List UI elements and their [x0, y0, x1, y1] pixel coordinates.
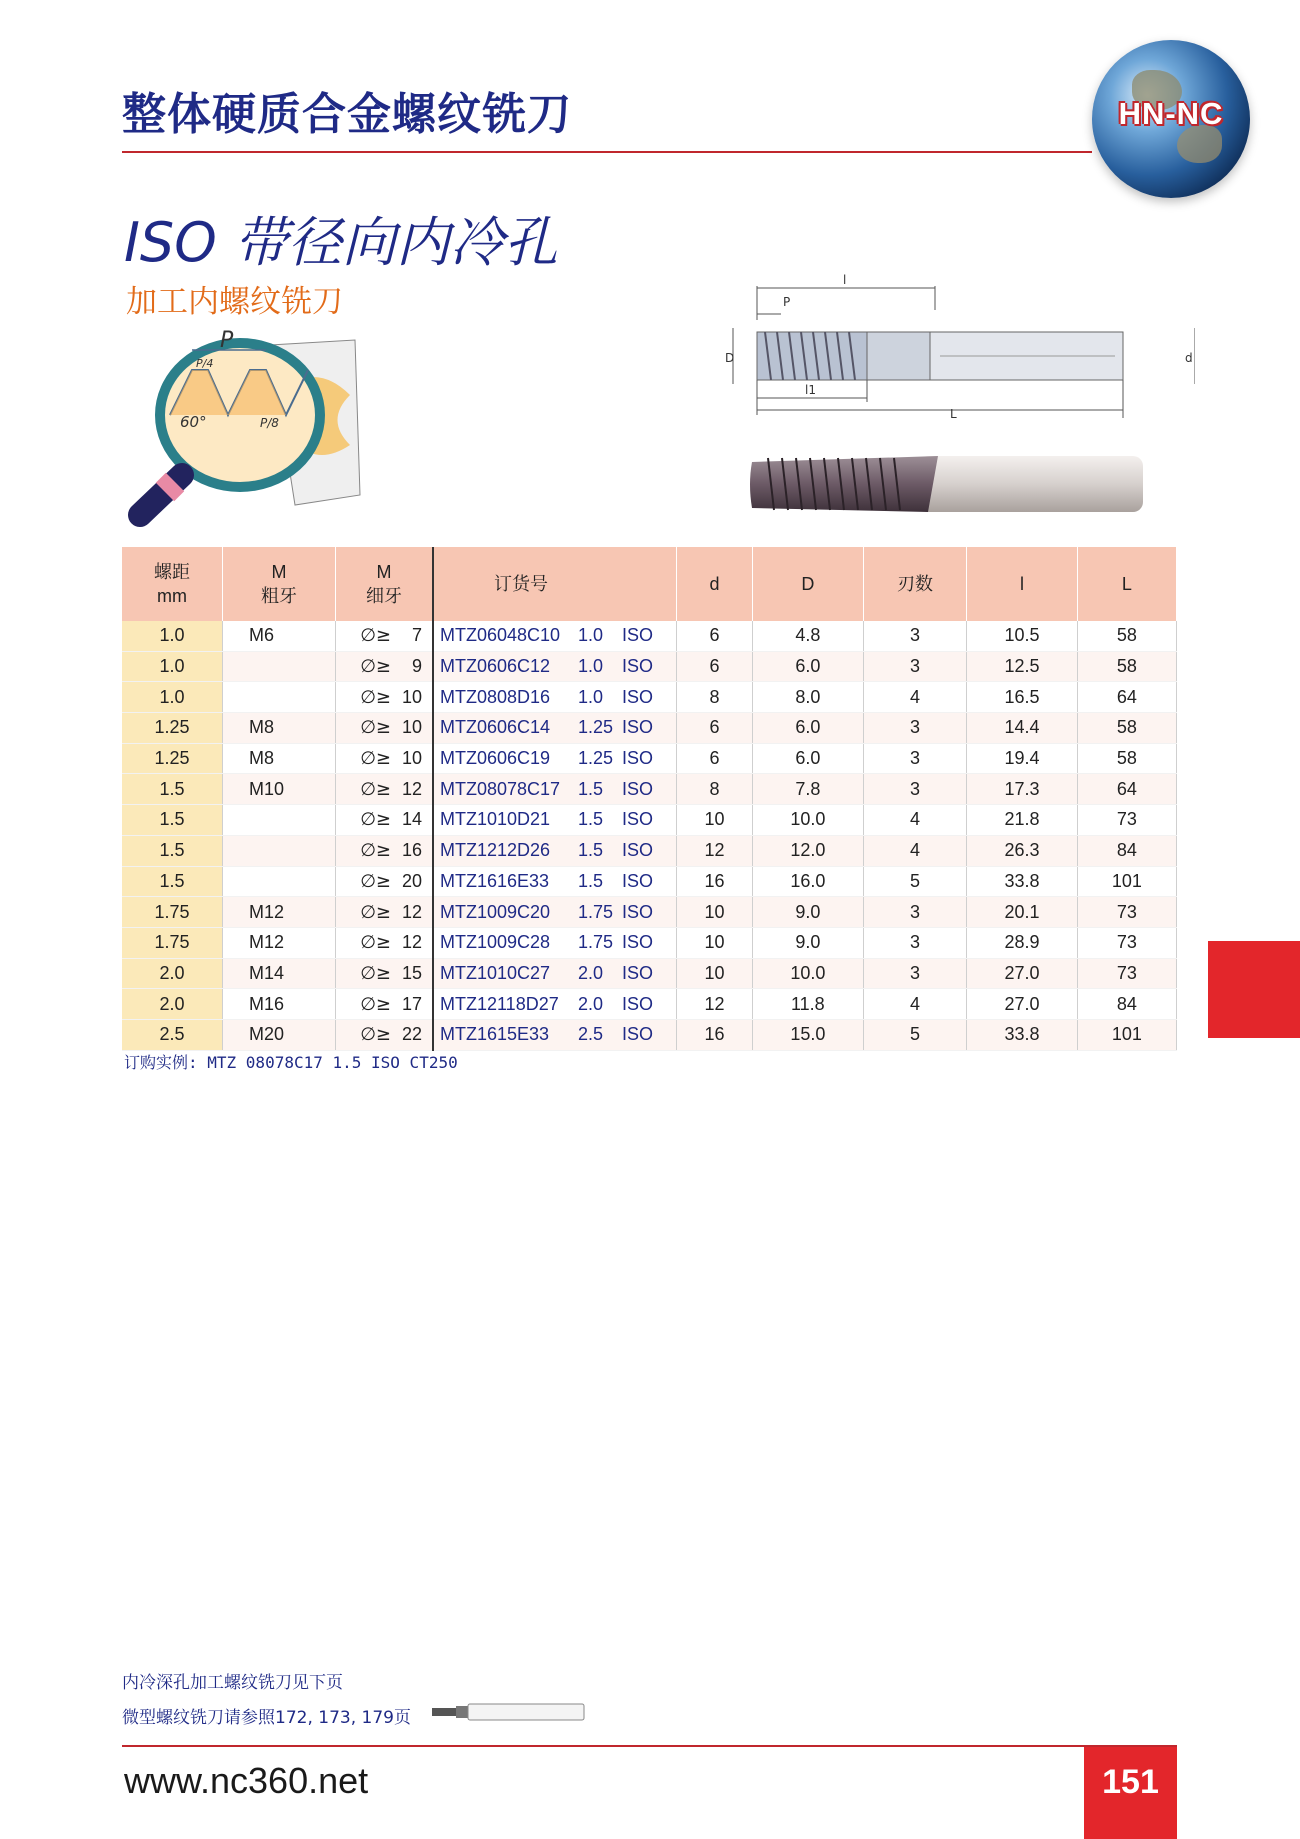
cell-pitch: 1.25 — [122, 713, 223, 744]
page-header-title: 整体硬质合金螺纹铣刀 — [122, 89, 572, 140]
cell-m-fine: ∅≥ 15 — [336, 958, 434, 989]
diameter-min-symbol: ∅≥ — [360, 809, 391, 831]
order-standard: ISO — [622, 809, 654, 830]
order-size: 1.75 — [578, 901, 614, 922]
order-size: 2.0 — [578, 993, 604, 1014]
cell-order-no — [433, 621, 677, 651]
diameter-min-symbol: ∅≥ — [360, 748, 391, 770]
cell-D: 15.0 — [753, 1019, 864, 1050]
cell-order-no — [433, 897, 677, 928]
order-size: 1.5 — [578, 809, 604, 830]
cell-L: 58 — [1077, 743, 1176, 774]
cell-order-no — [433, 774, 677, 805]
cell-l: 14.4 — [967, 713, 1078, 744]
cell-D: 7.8 — [753, 774, 864, 805]
cell-m-coarse — [223, 651, 336, 682]
diameter-min-symbol: ∅≥ — [360, 932, 391, 954]
order-code: MTZ06048C10 — [440, 625, 561, 646]
cell-pitch: 1.5 — [122, 835, 223, 866]
order-standard: ISO — [622, 962, 654, 983]
order-standard: ISO — [622, 870, 654, 891]
cell-L: 101 — [1077, 866, 1176, 897]
angle-label: 60° — [180, 413, 207, 431]
order-size: 1.0 — [578, 625, 604, 646]
cell-L: 73 — [1077, 897, 1176, 928]
cell-m-coarse: M14 — [223, 958, 336, 989]
diameter-min-symbol: ∅≥ — [360, 993, 391, 1015]
cell-d: 16 — [677, 1019, 753, 1050]
order-standard: ISO — [622, 1024, 654, 1045]
cell-m-coarse: M20 — [223, 1019, 336, 1050]
cell-l: 20.1 — [967, 897, 1078, 928]
dim-p-label: P — [783, 295, 791, 309]
cell-pitch: 1.0 — [122, 621, 223, 651]
diameter-min-symbol: ∅≥ — [360, 686, 391, 708]
cell-m-fine: ∅≥ 17 — [336, 989, 434, 1020]
cell-m-coarse — [223, 835, 336, 866]
cell-order-no — [433, 927, 677, 958]
cell-l: 21.8 — [967, 805, 1078, 836]
cell-l: 10.5 — [967, 621, 1078, 651]
cell-teeth: 4 — [863, 682, 967, 713]
order-size: 1.0 — [578, 656, 604, 677]
cell-m-coarse: M6 — [223, 621, 336, 651]
cell-m-fine: ∅≥ 22 — [336, 1019, 434, 1050]
cell-order-no — [433, 835, 677, 866]
order-code: MTZ08078C17 — [440, 778, 561, 799]
cell-teeth: 5 — [863, 1019, 967, 1050]
col-header-pitch: 螺距 mm — [122, 547, 223, 621]
order-size: 2.5 — [578, 1024, 604, 1045]
cell-d: 16 — [677, 866, 753, 897]
cell-teeth: 3 — [863, 897, 967, 928]
cell-L: 73 — [1077, 805, 1176, 836]
table-row — [122, 958, 1177, 989]
cell-d: 6 — [677, 651, 753, 682]
cell-l: 33.8 — [967, 1019, 1078, 1050]
cell-D: 11.8 — [753, 989, 864, 1020]
page-number: 151 — [1102, 1763, 1159, 1801]
cell-m-coarse: M8 — [223, 743, 336, 774]
cell-d: 10 — [677, 927, 753, 958]
cell-order-no — [433, 866, 677, 897]
cell-l: 33.8 — [967, 866, 1078, 897]
order-size: 1.5 — [578, 870, 604, 891]
order-size: 1.0 — [578, 686, 604, 707]
cell-order-no — [433, 713, 677, 744]
table-row — [122, 897, 1177, 928]
cell-m-fine: ∅≥ 10 — [336, 682, 434, 713]
note-micro-tools: 微型螺纹铣刀请参照172, 173, 179页 — [122, 1708, 411, 1728]
cell-l: 16.5 — [967, 682, 1078, 713]
micro-tool-icon — [432, 1702, 586, 1722]
order-standard: ISO — [622, 717, 654, 738]
cell-m-coarse: M16 — [223, 989, 336, 1020]
cell-pitch: 1.25 — [122, 743, 223, 774]
website-url[interactable]: www.nc360.net — [124, 1760, 369, 1801]
order-code: MTZ0606C12 — [440, 656, 551, 677]
cell-L: 58 — [1077, 621, 1176, 651]
cell-D: 6.0 — [753, 743, 864, 774]
cell-l: 19.4 — [967, 743, 1078, 774]
cell-d: 8 — [677, 774, 753, 805]
cell-D: 6.0 — [753, 651, 864, 682]
cell-l: 12.5 — [967, 651, 1078, 682]
cell-L: 58 — [1077, 713, 1176, 744]
footer-divider — [122, 1745, 1177, 1747]
order-code: MTZ1212D26 — [440, 840, 551, 861]
cell-pitch: 2.5 — [122, 1019, 223, 1050]
cell-m-fine: ∅≥ 16 — [336, 835, 434, 866]
cell-m-fine: ∅≥ 20 — [336, 866, 434, 897]
diameter-min-symbol: ∅≥ — [360, 1024, 391, 1046]
cell-D: 12.0 — [753, 835, 864, 866]
col-header-D: D — [753, 547, 864, 621]
eighth-pitch-label: P/8 — [260, 416, 279, 430]
cell-l: 28.9 — [967, 927, 1078, 958]
cell-D: 6.0 — [753, 713, 864, 744]
cell-D: 16.0 — [753, 866, 864, 897]
cell-d: 10 — [677, 897, 753, 928]
cell-m-fine: ∅≥ 12 — [336, 927, 434, 958]
cell-m-fine: ∅≥ 9 — [336, 651, 434, 682]
col-header-m-coarse: M 粗牙 — [223, 547, 336, 621]
cell-order-no — [433, 743, 677, 774]
dim-D-label: D — [725, 351, 735, 365]
thread-profile-magnifier-diagram — [120, 325, 370, 535]
table-row — [122, 682, 1177, 713]
cell-order-no — [433, 805, 677, 836]
cell-d: 10 — [677, 805, 753, 836]
cell-teeth: 5 — [863, 866, 967, 897]
cell-pitch: 1.75 — [122, 927, 223, 958]
order-standard: ISO — [622, 932, 654, 953]
cell-L: 73 — [1077, 927, 1176, 958]
brand-logo-globe — [1092, 40, 1250, 198]
cell-order-no — [433, 958, 677, 989]
cell-pitch: 1.75 — [122, 897, 223, 928]
cell-L: 73 — [1077, 958, 1176, 989]
order-standard: ISO — [622, 656, 654, 677]
order-code: MTZ1010C27 — [440, 962, 551, 983]
table-row — [122, 835, 1177, 866]
order-code: MTZ1010D21 — [440, 809, 551, 830]
table-row — [122, 805, 1177, 836]
cell-m-fine: ∅≥ 10 — [336, 713, 434, 744]
product-subtitle: 加工内螺纹铣刀 — [126, 284, 343, 320]
header-divider — [122, 151, 1092, 153]
cell-D: 9.0 — [753, 927, 864, 958]
cell-teeth: 3 — [863, 651, 967, 682]
product-spec-table — [122, 547, 1177, 1051]
cell-L: 84 — [1077, 835, 1176, 866]
order-code: MTZ1009C20 — [440, 901, 551, 922]
order-code: MTZ1616E33 — [440, 870, 550, 891]
order-standard: ISO — [622, 840, 654, 861]
cell-teeth: 3 — [863, 774, 967, 805]
cell-m-fine: ∅≥ 10 — [336, 743, 434, 774]
cell-L: 84 — [1077, 989, 1176, 1020]
cell-m-fine: ∅≥ 12 — [336, 774, 434, 805]
table-row — [122, 866, 1177, 897]
cell-d: 12 — [677, 835, 753, 866]
order-size: 1.25 — [578, 748, 614, 769]
table-row — [122, 743, 1177, 774]
cell-order-no — [433, 651, 677, 682]
cell-pitch: 2.0 — [122, 958, 223, 989]
cell-teeth: 3 — [863, 958, 967, 989]
cell-order-no — [433, 1019, 677, 1050]
order-code: MTZ0606C19 — [440, 748, 551, 769]
cell-m-coarse: M10 — [223, 774, 336, 805]
order-standard: ISO — [622, 748, 654, 769]
cell-m-coarse — [223, 866, 336, 897]
col-header-l: l — [967, 547, 1078, 621]
cell-m-fine: ∅≥ 12 — [336, 897, 434, 928]
section-side-tab — [1208, 941, 1300, 1038]
cell-pitch: 1.5 — [122, 805, 223, 836]
cell-d: 12 — [677, 989, 753, 1020]
cell-teeth: 4 — [863, 989, 967, 1020]
cell-teeth: 3 — [863, 743, 967, 774]
cell-D: 10.0 — [753, 958, 864, 989]
dim-d-label: d — [1185, 351, 1193, 365]
cell-pitch: 1.0 — [122, 682, 223, 713]
order-code: MTZ1009C28 — [440, 932, 551, 953]
order-example: 订购实例: MTZ 08078C17 1.5 ISO CT250 — [124, 1053, 458, 1072]
cell-teeth: 4 — [863, 835, 967, 866]
diameter-min-symbol: ∅≥ — [360, 840, 391, 862]
note-deep-hole: 内冷深孔加工螺纹铣刀见下页 — [122, 1673, 343, 1693]
cell-pitch: 1.5 — [122, 774, 223, 805]
cell-m-fine: ∅≥ 14 — [336, 805, 434, 836]
logo-text: HN-NC — [1118, 96, 1224, 131]
cell-d: 8 — [677, 682, 753, 713]
cell-d: 6 — [677, 713, 753, 744]
col-header-m-fine: M 细牙 — [336, 547, 434, 621]
cell-L: 64 — [1077, 682, 1176, 713]
order-code: MTZ1615E33 — [440, 1024, 550, 1045]
cell-pitch: 1.0 — [122, 651, 223, 682]
cell-pitch: 2.0 — [122, 989, 223, 1020]
cell-l: 17.3 — [967, 774, 1078, 805]
cell-d: 6 — [677, 621, 753, 651]
cell-teeth: 3 — [863, 621, 967, 651]
col-header-teeth: 刃数 — [863, 547, 967, 621]
diameter-min-symbol: ∅≥ — [360, 717, 391, 739]
order-code: MTZ12118D27 — [440, 993, 559, 1014]
order-standard: ISO — [622, 625, 654, 646]
cell-D: 8.0 — [753, 682, 864, 713]
col-header-d: d — [677, 547, 753, 621]
order-standard: ISO — [622, 901, 654, 922]
diameter-min-symbol: ∅≥ — [360, 656, 391, 678]
cell-m-fine: ∅≥ 7 — [336, 621, 434, 651]
diameter-min-symbol: ∅≥ — [360, 901, 391, 923]
table-row — [122, 774, 1177, 805]
cell-teeth: 3 — [863, 927, 967, 958]
cell-pitch: 1.5 — [122, 866, 223, 897]
dim-L-label: L — [950, 407, 957, 420]
order-size: 1.25 — [578, 717, 614, 738]
order-size: 1.5 — [578, 778, 604, 799]
order-code: MTZ0606C14 — [440, 717, 551, 738]
cell-l: 26.3 — [967, 835, 1078, 866]
table-row — [122, 651, 1177, 682]
cell-teeth: 3 — [863, 713, 967, 744]
dim-l1-label: l1 — [805, 383, 816, 397]
cell-order-no — [433, 682, 677, 713]
cell-L: 64 — [1077, 774, 1176, 805]
cell-L: 101 — [1077, 1019, 1176, 1050]
order-code: MTZ0808D16 — [440, 686, 551, 707]
quarter-pitch-label: P/4 — [196, 357, 214, 370]
diameter-min-symbol: ∅≥ — [360, 625, 391, 647]
col-header-order-no: 订货号 — [433, 547, 677, 621]
cell-D: 9.0 — [753, 897, 864, 928]
tool-product-photo — [748, 452, 1148, 516]
cell-D: 4.8 — [753, 621, 864, 651]
order-size: 1.75 — [578, 932, 614, 953]
cell-teeth: 4 — [863, 805, 967, 836]
diameter-min-symbol: ∅≥ — [360, 778, 391, 800]
cell-L: 58 — [1077, 651, 1176, 682]
order-size: 1.5 — [578, 840, 604, 861]
diameter-min-symbol: ∅≥ — [360, 870, 391, 892]
product-title: ISO 带径向内冷孔 — [124, 211, 558, 274]
order-size: 2.0 — [578, 962, 604, 983]
table-row — [122, 1019, 1177, 1050]
cell-m-coarse: M12 — [223, 927, 336, 958]
cell-m-coarse: M12 — [223, 897, 336, 928]
cell-l: 27.0 — [967, 958, 1078, 989]
cell-l: 27.0 — [967, 989, 1078, 1020]
table-row — [122, 621, 1177, 651]
table-row — [122, 713, 1177, 744]
cell-m-coarse: M8 — [223, 713, 336, 744]
order-standard: ISO — [622, 993, 654, 1014]
order-standard: ISO — [622, 686, 654, 707]
order-standard: ISO — [622, 778, 654, 799]
cell-d: 6 — [677, 743, 753, 774]
diameter-min-symbol: ∅≥ — [360, 962, 391, 984]
cell-D: 10.0 — [753, 805, 864, 836]
table-row — [122, 989, 1177, 1020]
dim-l-label: l — [843, 273, 847, 287]
tool-dimension-drawing — [725, 270, 1195, 420]
col-header-L: L — [1077, 547, 1176, 621]
cell-m-coarse — [223, 682, 336, 713]
cell-d: 10 — [677, 958, 753, 989]
cell-order-no — [433, 989, 677, 1020]
table-row — [122, 927, 1177, 958]
pitch-label: P — [220, 328, 234, 353]
cell-m-coarse — [223, 805, 336, 836]
table-header-row — [122, 547, 1177, 621]
